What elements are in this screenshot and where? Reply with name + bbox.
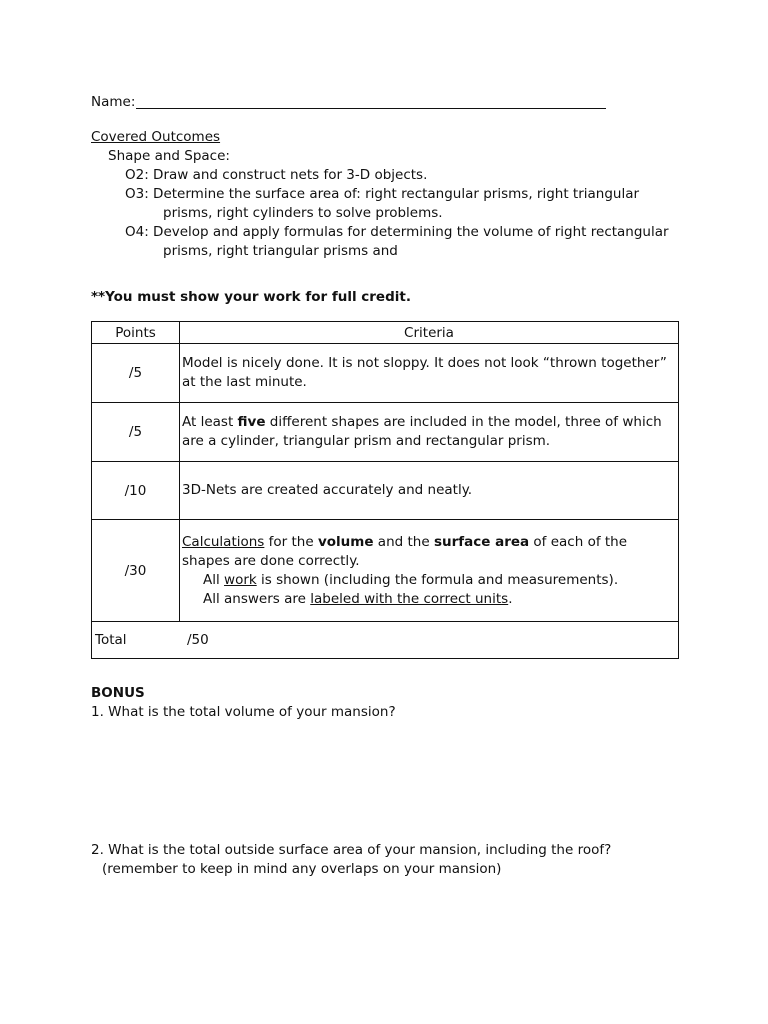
criteria-emphasis: five — [237, 414, 266, 430]
outcome-o4-line1: O4: Develop and apply formulas for determining the volume of right rectangular — [125, 224, 669, 240]
calculations-line — [182, 533, 674, 571]
bonus-section — [91, 684, 396, 722]
rubric-row — [92, 403, 679, 462]
outcome-o4-line2: prisms, right triangular prisms and — [163, 243, 398, 259]
name-label: Name: — [91, 94, 136, 110]
work-line — [182, 571, 674, 590]
work-instruction: **You must show your work for full credit. — [91, 289, 411, 305]
rubric-header-row — [92, 322, 679, 344]
rubric-points: /5 — [92, 344, 180, 403]
rubric-points: /10 — [92, 462, 180, 520]
total-label: Total — [95, 632, 127, 648]
units-underlined: labeled with the correct units — [310, 590, 509, 607]
criteria-column-header: Criteria — [180, 322, 679, 344]
rubric-points: /30 — [92, 520, 180, 622]
outcomes-subheading: Shape and Space: — [108, 148, 230, 164]
covered-outcomes — [91, 128, 669, 261]
outcome-o3-line2: prisms, right cylinders to solve problems. — [163, 205, 443, 221]
criteria-text: . — [508, 590, 513, 607]
criteria-text: different shapes are included in the model, three of which are a cylinder, triangular prism and rectangular prism. — [182, 414, 662, 449]
bonus-question-2 — [91, 841, 611, 879]
criteria-text: All — [203, 571, 225, 588]
criteria-text: is shown (including the formula and measurements). — [256, 571, 619, 588]
bonus-question-2-line1: 2. What is the total outside surface area of your mansion, including the roof? — [91, 842, 612, 858]
rubric-criteria: Model is nicely done. It is not sloppy. It does not look “thrown together” at the last minute. — [180, 344, 679, 403]
surface-area-emphasis: surface area — [433, 533, 530, 550]
criteria-text: At least — [182, 414, 238, 430]
criteria-text: and the — [373, 533, 434, 550]
outcomes-heading: Covered Outcomes — [91, 129, 221, 145]
bonus-question-1: 1. What is the total volume of your mansion? — [91, 704, 396, 720]
outcome-o2: O2: Draw and construct nets for 3-D objects. — [125, 167, 428, 183]
rubric-row — [92, 520, 679, 622]
criteria-text: All answers are — [203, 590, 311, 607]
calculations-underlined: Calculations — [182, 533, 265, 550]
bonus-heading: BONUS — [91, 685, 145, 701]
outcome-o3-line1: O3: Determine the surface area of: right rectangular prisms, right triangular — [125, 186, 640, 202]
answers-line — [182, 590, 674, 609]
rubric-row — [92, 344, 679, 403]
rubric-total-row — [92, 622, 679, 659]
criteria-text: of each of the shapes are done correctly. — [182, 533, 628, 569]
total-points: /50 — [187, 632, 209, 648]
rubric-criteria — [180, 520, 679, 622]
bonus-question-2-line2: (remember to keep in mind any overlaps on your mansion) — [102, 861, 502, 877]
volume-emphasis: volume — [317, 533, 374, 550]
work-underlined: work — [224, 571, 257, 588]
points-column-header: Points — [92, 322, 180, 344]
rubric-criteria — [180, 403, 679, 462]
rubric-points: /5 — [92, 403, 180, 462]
criteria-text: for the — [264, 533, 318, 550]
rubric-criteria: 3D-Nets are created accurately and neatly. — [180, 462, 679, 520]
rubric-table — [91, 321, 679, 659]
name-blank-line[interactable] — [136, 108, 606, 109]
rubric-row — [92, 462, 679, 520]
total-cell — [92, 622, 679, 659]
